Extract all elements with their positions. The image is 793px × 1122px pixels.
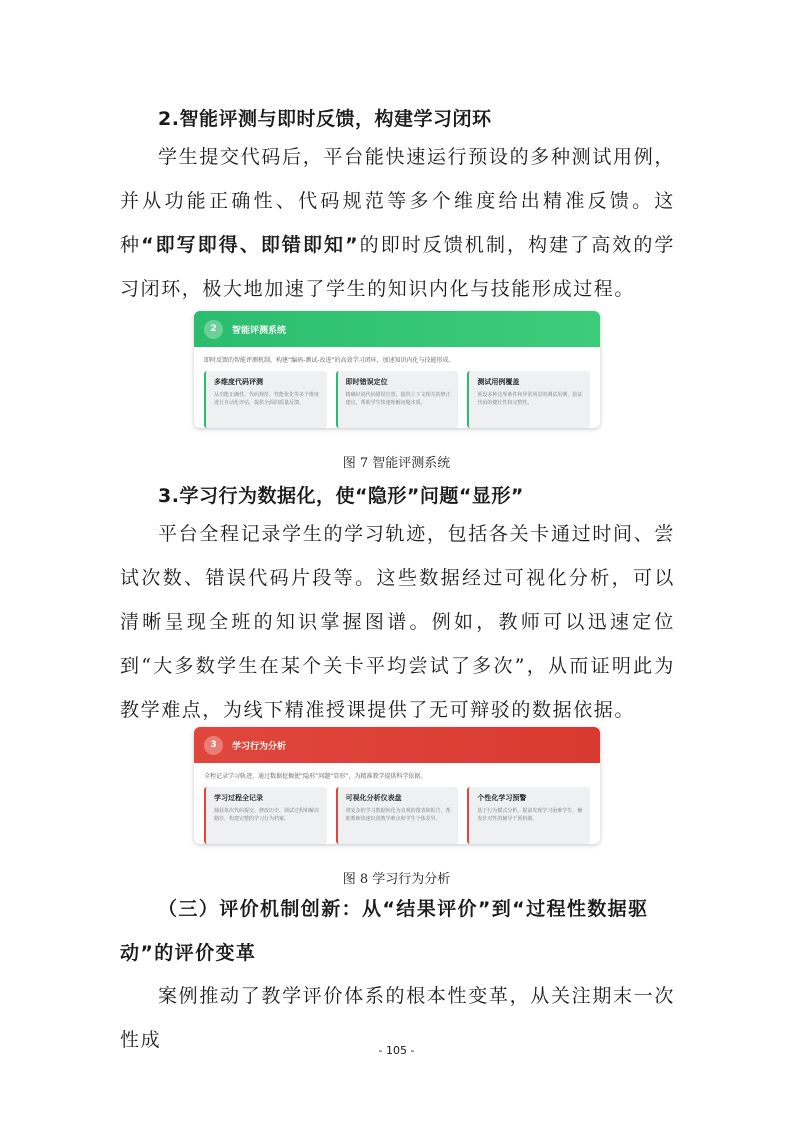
feature-title: 个性化学习预警: [477, 794, 527, 802]
figure-7-title: 智能评测系统: [232, 325, 287, 336]
section-2-heading: 2.智能评测与即时反馈，构建学习闭环: [158, 108, 492, 130]
feature-title: 可视化分析仪表盘: [345, 794, 402, 802]
feature-text: 精确识别代码错误位置，提供上下文相关的修正建议，帮助学生快速理解问题本质。: [345, 392, 451, 406]
feature-card: [467, 371, 590, 428]
figure-8-description: 全程记录学习轨迹，通过数据挖掘使“隐形”问题“显形”，为精准教学提供科学依据。: [204, 773, 427, 780]
feature-card: [204, 787, 327, 844]
section-three-heading: （三）评价机制创新：从“结果评价”到“过程性数据驱动”的评价变革: [120, 898, 649, 964]
feature-text: 基于行为模式分析，提前发现学习困难学生，触发针对性的辅导干预机制。: [477, 808, 583, 822]
feature-text: 从功能正确性、代码规范、性能优化等多个维度进行自动化评估，提供全面的质量反馈。: [214, 392, 320, 406]
feature-card: [204, 371, 327, 428]
figure-8-title: 学习行为分析: [232, 741, 287, 752]
feature-title: 学习过程全记录: [214, 794, 263, 802]
figure-7-features: [194, 367, 600, 428]
feature-card: [336, 787, 459, 844]
section-2-bold-phrase: “即写即得、即错即知”: [141, 234, 360, 256]
figure-7-caption: 图 7 智能评测系统: [342, 456, 451, 471]
figure-8-header: [194, 727, 600, 763]
section-three-paragraph: 案例推动了教学评价体系的根本性变革，从关注期末一次性成: [120, 985, 675, 1051]
feature-card: [467, 787, 590, 844]
figure-7-card: [194, 311, 600, 428]
section-2-paragraph: [120, 135, 675, 311]
feature-card: [336, 371, 459, 428]
feature-title: 测试用例覆盖: [477, 378, 520, 386]
feature-text: 将复杂的学习数据转化为直观的图表和报告，帮助教师快速识别教学难点和学生个体差异。: [345, 808, 451, 822]
figure-7-description: 即时反馈的智能评测机制，构建“编码-测试-改进”的高效学习闭环，加速知识内化与技能形成。: [204, 357, 455, 364]
feature-title: 多维度代码评测: [214, 378, 263, 386]
figure-8-badge: 3: [204, 736, 223, 755]
figure-8-caption: 图 8 学习行为分析: [342, 872, 451, 887]
figure-7-badge: 2: [204, 320, 223, 339]
section-2-text-before: 学生提交代码后，平台能快速运行预设的多种测试用例，并从功能正确性、代码规范等多个维度给出精准反馈。这种: [120, 146, 675, 256]
figure-8-features: [194, 783, 600, 844]
figure-7-header: [194, 311, 600, 347]
section-2-text-after: 的即时反馈机制，构建了高效的学习闭环，极大地加速了学生的知识内化与技能形成过程。: [120, 234, 675, 300]
page-number: - 105 -: [378, 1044, 415, 1057]
feature-text: 预设多种边界条件和异常场景的测试用例，验证代码的健壮性和完整性。: [477, 392, 583, 406]
figure-8-card: [194, 727, 600, 844]
feature-title: 即时错误定位: [345, 378, 388, 386]
section-3-paragraph: 平台全程记录学生的学习轨迹，包括各关卡通过时间、尝试次数、错误代码片段等。这些数据经过可视化分析，可以清晰呈现全班的知识掌握图谱。例如，教师可以迅速定位到“大多数学生在某个关卡平均尝试了多次”，从而证明此为教学难点，为线下精准授课提供了无可辩驳的数据依据。: [120, 523, 675, 721]
feature-text: 捕获每次代码提交、修改历史、调试过程和解决路径，构建完整的学习行为档案。: [214, 808, 320, 822]
section-3-heading: 3.学习行为数据化，使“隐形”问题“显形”: [158, 485, 524, 507]
